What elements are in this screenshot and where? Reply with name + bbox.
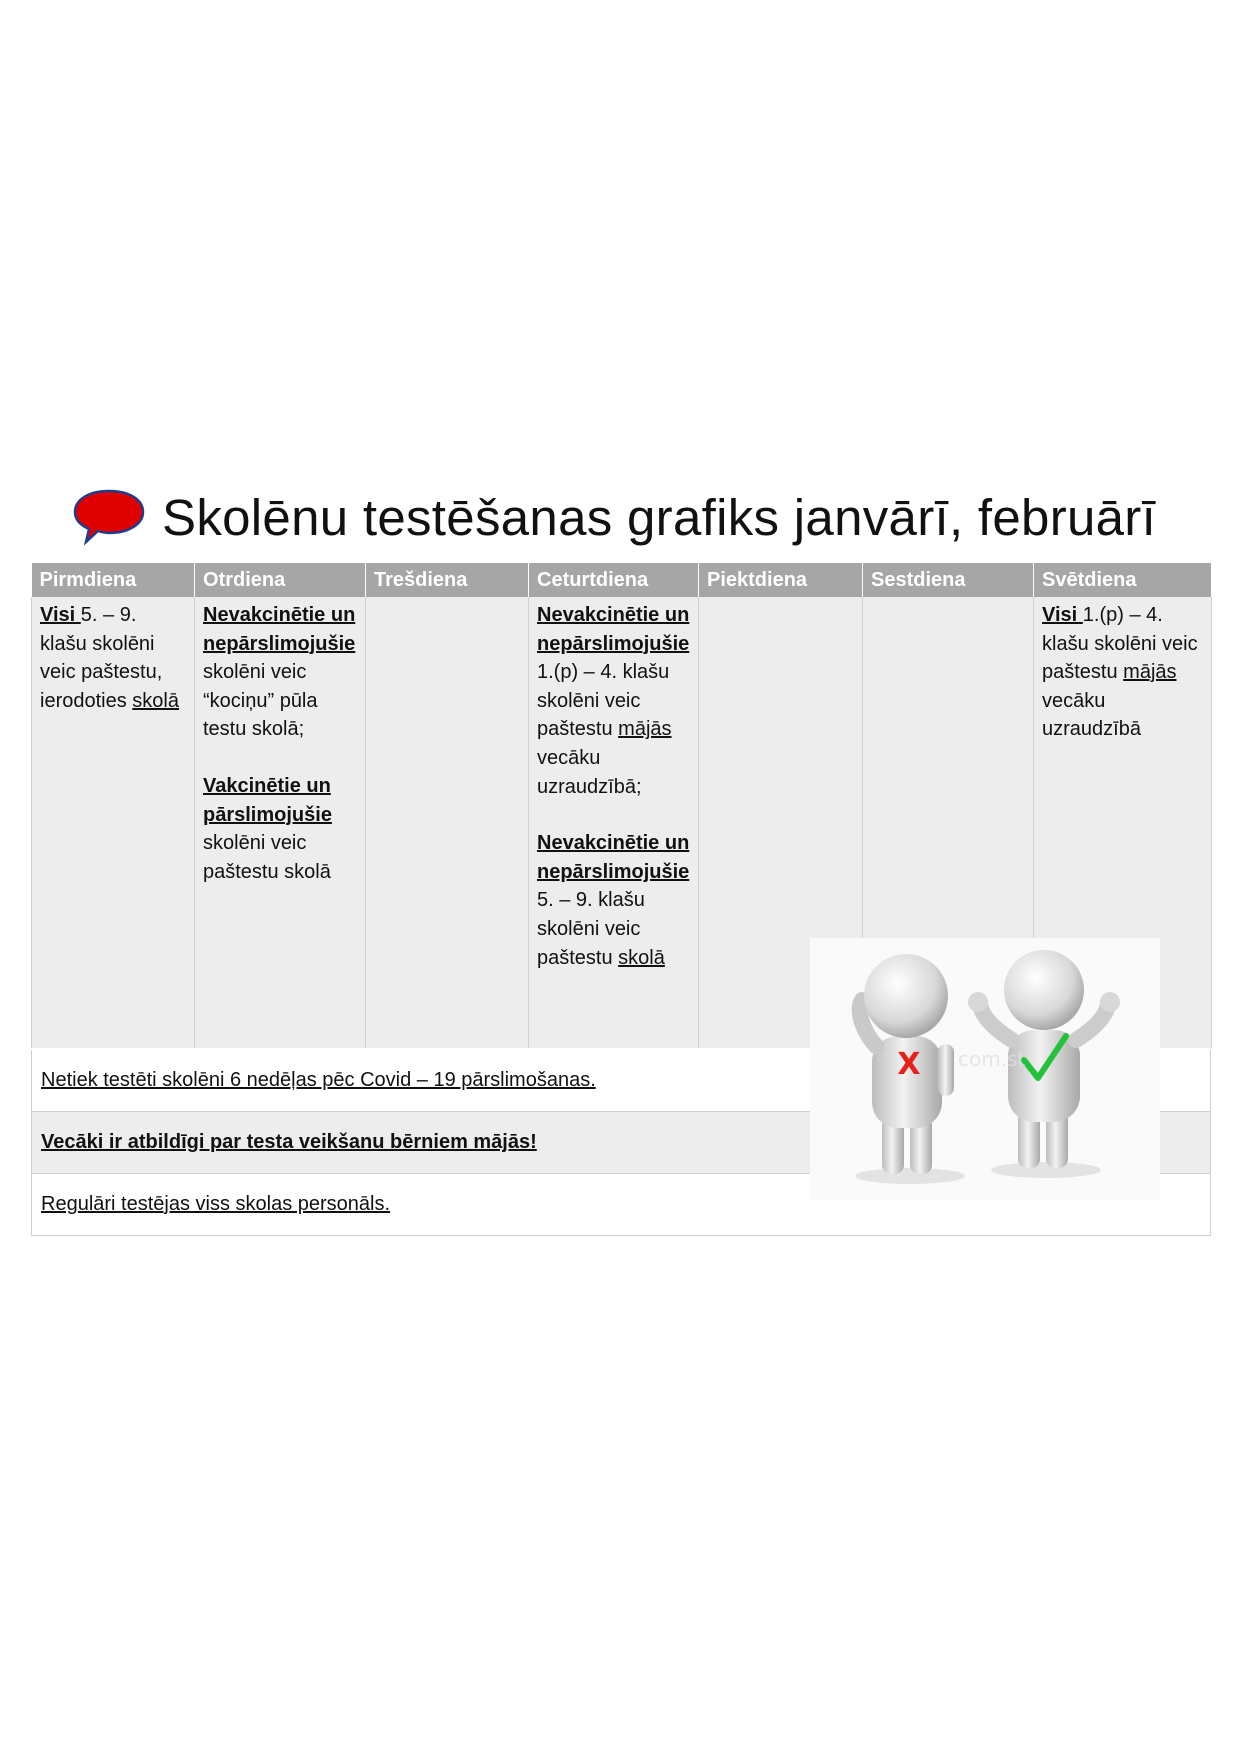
cell-tuesday	[195, 597, 366, 1048]
figures-svg	[810, 938, 1160, 1200]
note-text: Netiek testēti skolēni 6 nedēļas pēc Covid – 19 pārslimošanas.	[41, 1069, 596, 1091]
thursday-text-a: Nevakcinētie un nepārslimojušie	[537, 604, 690, 655]
figures-illustration	[810, 938, 1160, 1200]
tuesday-text-c: Vakcinētie un pārslimojušie	[203, 774, 332, 826]
sunday-text-a: Visi	[1042, 604, 1083, 626]
schedule-header-row	[32, 563, 1212, 597]
cross-figure	[860, 954, 954, 1174]
sunday-text-c: mājās	[1123, 661, 1177, 684]
monday-text-c: skolā	[132, 689, 179, 712]
speech-bubble-icon	[72, 488, 146, 546]
header-saturday: Sestdiena	[863, 563, 1034, 597]
cell-wednesday	[366, 597, 529, 1048]
header-monday: Pirmdiena	[32, 563, 195, 597]
sunday-text-b: 1.(p) – 4. klašu skolēni veic paštestu	[1042, 604, 1198, 684]
tuesday-text-b: skolēni veic “kociņu” pūla testu skolā;	[203, 661, 318, 741]
thursday-text-e: Nevakcinētie un nepārslimojušie	[537, 832, 690, 883]
monday-text-b: 5. – 9. klašu skolēni veic paštestu, ierodoties	[40, 604, 163, 712]
header-wednesday: Trešdiena	[366, 563, 529, 597]
note-text: Regulāri testējas viss skolas personāls.	[41, 1193, 391, 1215]
header-sunday: Svētdiena	[1034, 563, 1212, 597]
tuesday-text-a: Nevakcinētie un nepārslimojušie	[203, 604, 356, 655]
note-text: Vecāki ir atbildīgi par testa veikšanu bērniem mājās!	[41, 1131, 537, 1153]
cell-monday	[32, 597, 195, 1048]
thursday-text-g: skolā	[618, 946, 665, 969]
thursday-text-c: mājās	[618, 718, 672, 741]
monday-text-a: Visi	[40, 604, 81, 626]
cell-thursday	[529, 597, 699, 1048]
watermark-text: com.st	[958, 1047, 1026, 1071]
thursday-text-b: 1.(p) – 4. klašu skolēni veic paštestu	[537, 661, 670, 741]
header-friday: Piektdiena	[699, 563, 863, 597]
thursday-text-f: 5. – 9. klašu skolēni veic paštestu	[537, 889, 645, 969]
thursday-text-d: vecāku uzraudzībā;	[537, 746, 642, 798]
tuesday-text-d: skolēni veic paštestu skolā	[203, 832, 331, 883]
cross-mark-icon: X	[897, 1047, 921, 1082]
sunday-text-d: vecāku uzraudzībā	[1042, 689, 1141, 741]
title-row	[72, 482, 1156, 552]
header-tuesday: Otrdiena	[195, 563, 366, 597]
page-title: Skolēnu testēšanas grafiks janvārī, februārī	[162, 488, 1157, 546]
header-thursday: Ceturtdiena	[529, 563, 699, 597]
